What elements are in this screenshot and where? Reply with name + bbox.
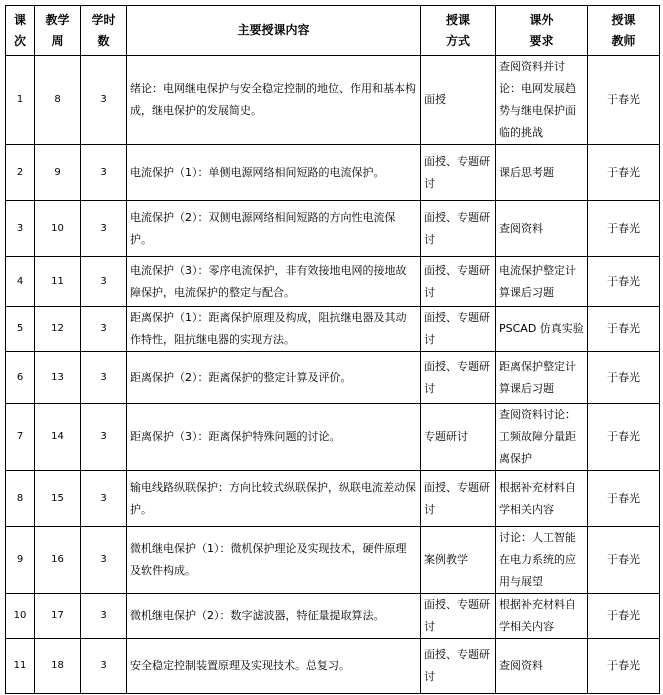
cell-content: 电流保护（3）：零序电流保护，非有效接地电网的接地故障保护，电流保护的整定与配合。 — [127, 257, 421, 307]
cell-week: 10 — [35, 201, 81, 257]
cell-method: 面授、专题研讨 — [421, 307, 496, 352]
header-requirement: 课外 要求 — [496, 6, 588, 56]
cell-method: 面授、专题研讨 — [421, 201, 496, 257]
header-session: 课 次 — [6, 6, 35, 56]
cell-method: 面授 — [421, 56, 496, 145]
cell-content: 微机继电保护（1）：微机保护理论及实现技术，硬件原理及软件构成。 — [127, 527, 421, 594]
cell-content: 绪论：电网继电保护与安全稳定控制的地位、作用和基本构成，继电保护的发展简史。 — [127, 56, 421, 145]
cell-week: 8 — [35, 56, 81, 145]
cell-teacher: 于春光 — [588, 404, 660, 471]
table-row — [6, 201, 660, 257]
cell-session: 4 — [6, 257, 35, 307]
cell-requirement: 讨论：人工智能在电力系统的应用与展望 — [496, 527, 588, 594]
cell-hours: 3 — [81, 56, 127, 145]
cell-teacher: 于春光 — [588, 527, 660, 594]
cell-teacher: 于春光 — [588, 257, 660, 307]
cell-session: 7 — [6, 404, 35, 471]
cell-teacher: 于春光 — [588, 352, 660, 404]
table-row — [6, 352, 660, 404]
cell-requirement: 查阅资料讨论：工频故障分量距离保护 — [496, 404, 588, 471]
cell-hours: 3 — [81, 145, 127, 201]
cell-requirement: PSCAD 仿真实验 — [496, 307, 588, 352]
table-row — [6, 471, 660, 527]
table-row — [6, 404, 660, 471]
cell-week: 14 — [35, 404, 81, 471]
cell-hours: 3 — [81, 404, 127, 471]
cell-hours: 3 — [81, 307, 127, 352]
cell-method: 面授、专题研讨 — [421, 257, 496, 307]
cell-week: 11 — [35, 257, 81, 307]
table-body — [6, 56, 660, 694]
cell-method: 面授、专题研讨 — [421, 594, 496, 639]
cell-hours: 3 — [81, 527, 127, 594]
cell-week: 17 — [35, 594, 81, 639]
cell-week: 9 — [35, 145, 81, 201]
cell-requirement: 课后思考题 — [496, 145, 588, 201]
table-row — [6, 56, 660, 145]
cell-requirement: 电流保护整定计算课后习题 — [496, 257, 588, 307]
cell-session: 10 — [6, 594, 35, 639]
cell-teacher: 于春光 — [588, 594, 660, 639]
cell-method: 面授、专题研讨 — [421, 352, 496, 404]
cell-session: 3 — [6, 201, 35, 257]
cell-teacher: 于春光 — [588, 307, 660, 352]
cell-requirement: 距离保护整定计算课后习题 — [496, 352, 588, 404]
cell-method: 面授、专题研讨 — [421, 639, 496, 694]
cell-method: 案例教学 — [421, 527, 496, 594]
cell-session: 9 — [6, 527, 35, 594]
cell-week: 13 — [35, 352, 81, 404]
cell-method: 面授、专题研讨 — [421, 145, 496, 201]
cell-week: 12 — [35, 307, 81, 352]
cell-week: 18 — [35, 639, 81, 694]
cell-content: 安全稳定控制装置原理及实现技术。总复习。 — [127, 639, 421, 694]
cell-teacher: 于春光 — [588, 471, 660, 527]
cell-session: 2 — [6, 145, 35, 201]
cell-requirement: 根据补充材料自学相关内容 — [496, 471, 588, 527]
cell-content: 微机继电保护（2）：数字滤波器，特征量提取算法。 — [127, 594, 421, 639]
cell-method: 面授、专题研讨 — [421, 471, 496, 527]
cell-hours: 3 — [81, 639, 127, 694]
cell-requirement: 查阅资料 — [496, 639, 588, 694]
cell-hours: 3 — [81, 352, 127, 404]
cell-requirement: 查阅资料并讨论：电网发展趋势与继电保护面临的挑战 — [496, 56, 588, 145]
table-row — [6, 307, 660, 352]
cell-requirement: 查阅资料 — [496, 201, 588, 257]
cell-week: 16 — [35, 527, 81, 594]
cell-week: 15 — [35, 471, 81, 527]
cell-hours: 3 — [81, 257, 127, 307]
cell-hours: 3 — [81, 594, 127, 639]
header-teacher: 授课 教师 — [588, 6, 660, 56]
table-header-row — [6, 6, 660, 56]
cell-hours: 3 — [81, 471, 127, 527]
course-schedule-table — [5, 5, 660, 694]
cell-teacher: 于春光 — [588, 145, 660, 201]
cell-requirement: 根据补充材料自学相关内容 — [496, 594, 588, 639]
header-method: 授课 方式 — [421, 6, 496, 56]
cell-hours: 3 — [81, 201, 127, 257]
table-row — [6, 594, 660, 639]
cell-teacher: 于春光 — [588, 201, 660, 257]
table-row — [6, 145, 660, 201]
cell-method: 专题研讨 — [421, 404, 496, 471]
table-row — [6, 527, 660, 594]
cell-content: 输电线路纵联保护：方向比较式纵联保护，纵联电流差动保护。 — [127, 471, 421, 527]
cell-content: 电流保护（1）：单侧电源网络相间短路的电流保护。 — [127, 145, 421, 201]
cell-teacher: 于春光 — [588, 56, 660, 145]
cell-session: 8 — [6, 471, 35, 527]
cell-session: 1 — [6, 56, 35, 145]
cell-teacher: 于春光 — [588, 639, 660, 694]
header-content: 主要授课内容 — [127, 6, 421, 56]
table-row — [6, 257, 660, 307]
cell-content: 距离保护（3）：距离保护特殊问题的讨论。 — [127, 404, 421, 471]
cell-session: 6 — [6, 352, 35, 404]
cell-content: 距离保护（2）：距离保护的整定计算及评价。 — [127, 352, 421, 404]
cell-content: 距离保护（1）：距离保护原理及构成，阻抗继电器及其动作特性，阻抗继电器的实现方法。 — [127, 307, 421, 352]
header-hours: 学时 数 — [81, 6, 127, 56]
cell-content: 电流保护（2）：双侧电源网络相间短路的方向性电流保护。 — [127, 201, 421, 257]
table-row — [6, 639, 660, 694]
cell-session: 5 — [6, 307, 35, 352]
cell-session: 11 — [6, 639, 35, 694]
header-week: 教学 周 — [35, 6, 81, 56]
